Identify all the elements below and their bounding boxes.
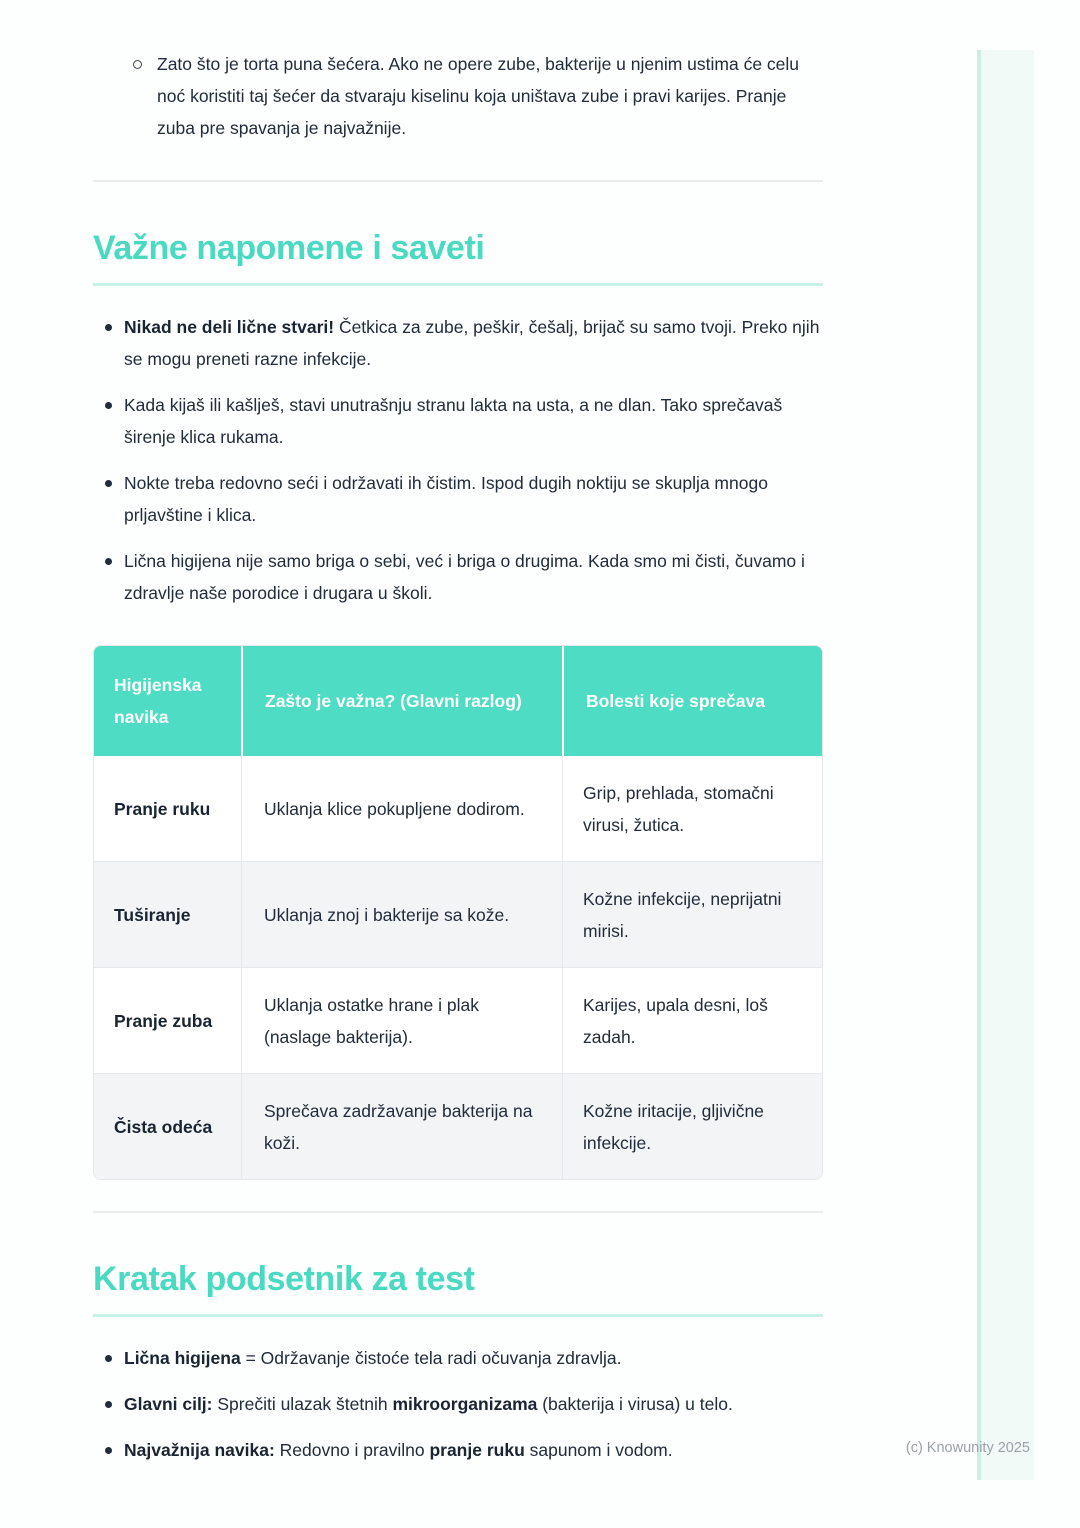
section-title-vazne-napomene: Važne napomene i saveti [93,228,823,286]
disc-bullet-icon [105,1355,112,1362]
list-item-text: Lična higijena = Održavanje čistoće tela radi očuvanja zdravlja. [124,1348,622,1368]
intro-sub-bullet-list [93,48,823,144]
watermark: (c) Knowunity 2025 [905,1440,1030,1456]
cell-diseases: Kožne infekcije, neprijatni mirisi. [562,861,822,967]
cell-reason: Sprečava zadržavanje bakterija na koži. [241,1073,562,1179]
list-item [93,545,823,609]
list-item-text: Zato što je torta puna šećera. Ako ne opere zube, bakterije u njenim ustima će celu noć koristiti taj šećer da stvaraju kiselinu koja uništava zube i pravi karijes. Pranje zuba pre spavanja je najvažnije. [157,54,800,138]
table-row [94,756,822,861]
document-body [93,0,823,1480]
disc-bullet-icon [105,558,112,565]
section-divider [93,180,823,182]
table-row [94,967,822,1073]
hygiene-table-container [93,645,823,1180]
table-header-row [94,646,822,756]
cell-diseases: Karijes, upala desni, loš zadah. [562,967,822,1073]
list-item-text: Glavni cilj: Sprečiti ulazak štetnih mikroorganizama (bakterija i virusa) u telo. [124,1394,733,1414]
list-item [93,1388,823,1420]
circle-bullet-icon [133,60,142,69]
hygiene-table [94,646,822,1179]
section-title-kratak-podsetnik: Kratak podsetnik za test [93,1259,823,1317]
table-row [94,861,822,967]
header-cell-reason: Zašto je važna? (Glavni razlog) [241,646,562,756]
list-item [93,1342,823,1374]
list-item-text: Lična higijena nije samo briga o sebi, već i briga o drugima. Kada smo mi čisti, čuvamo i zdravlje naše porodice i drugara u školi. [124,551,805,603]
list-item-text: Najvažnija navika: Redovno i pravilno pranje ruku sapunom i vodom. [124,1440,673,1460]
cell-reason: Uklanja znoj i bakterije sa kože. [241,861,562,967]
section-divider [93,1211,823,1213]
list-item-text: Nokte treba redovno seći i održavati ih čistim. Ispod dugih noktiju se skuplja mnogo prljavštine i klica. [124,473,768,525]
cell-habit: Pranje ruku [94,756,241,861]
disc-bullet-icon [105,402,112,409]
list-item-text: Kada kijaš ili kašlješ, stavi unutrašnju stranu lakta na usta, a ne dlan. Tako sprečavaš širenje klica rukama. [124,395,783,447]
disc-bullet-icon [105,480,112,487]
disc-bullet-icon [105,1447,112,1454]
disc-bullet-icon [105,1401,112,1408]
table-body [94,756,822,1179]
cell-habit: Tuširanje [94,861,241,967]
list-item [133,48,823,144]
list-item [93,467,823,531]
list-item [93,389,823,453]
list-item-text: Nikad ne deli lične stvari! Četkica za zube, peškir, češalj, brijač su samo tvoji. Preko njih se mogu preneti razne infekcije. [124,317,820,369]
cell-diseases: Grip, prehlada, stomačni virusi, žutica. [562,756,822,861]
tips-bullet-list [93,311,823,609]
summary-bullet-list [93,1342,823,1466]
header-cell-habit: Higijenska navika [94,646,241,756]
cell-reason: Uklanja klice pokupljene dodirom. [241,756,562,861]
cell-reason: Uklanja ostatke hrane i plak (naslage bakterija). [241,967,562,1073]
cell-diseases: Kožne iritacije, gljivične infekcije. [562,1073,822,1179]
table-row [94,1073,822,1179]
list-item [93,311,823,375]
header-cell-diseases: Bolesti koje sprečava [562,646,822,756]
disc-bullet-icon [105,324,112,331]
list-item [93,1434,823,1466]
cell-habit: Čista odeća [94,1073,241,1179]
cell-habit: Pranje zuba [94,967,241,1073]
page-edge-decoration [977,50,1034,1480]
table-header [94,646,822,756]
